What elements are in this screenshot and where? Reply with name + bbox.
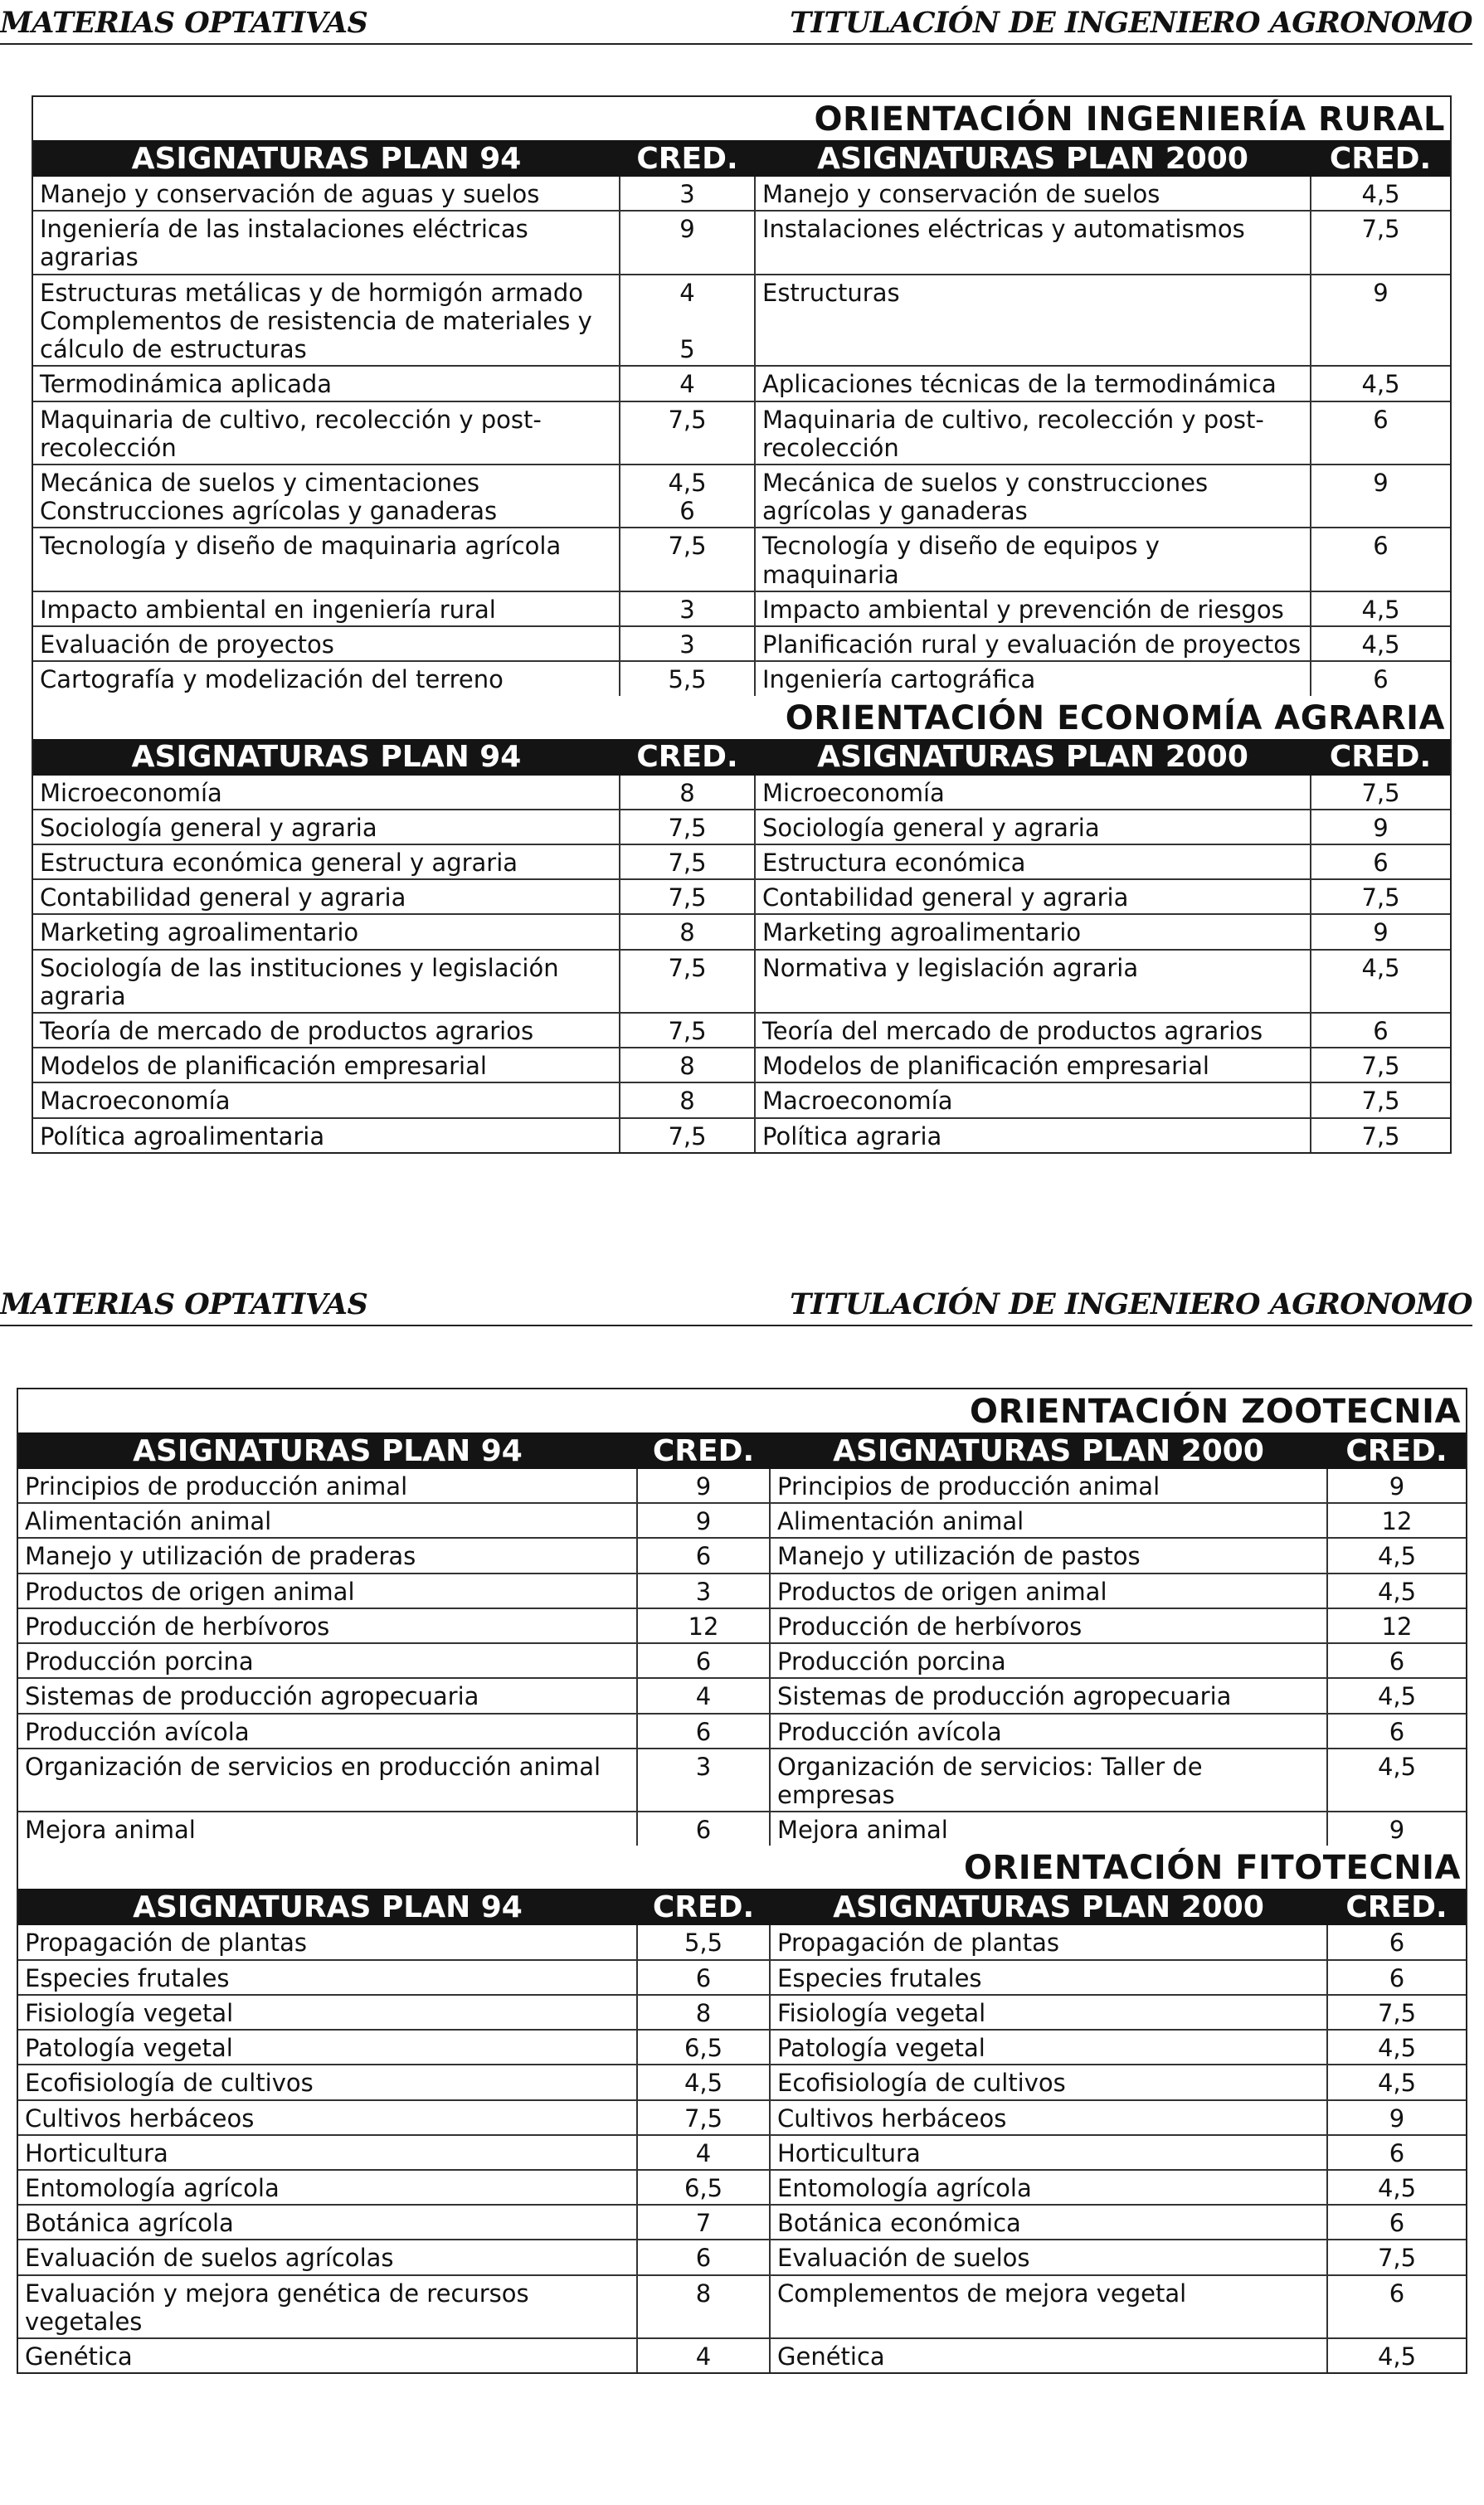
subject-plan94: Cultivos herbáceos [18,2100,637,2135]
col-header-cred-94: CRED. [652,1433,755,1468]
page2-header-left: MATERIAS OPTATIVAS [0,1287,368,1321]
credits-plan2000: 4,5 [1327,1538,1466,1573]
table-row [33,211,1450,274]
table-row [33,879,1450,914]
subject-plan94: Ingeniería de las instalaciones eléctricas agrarias [33,211,620,274]
credits-plan2000: 4,5 [1327,2338,1466,2372]
subject-plan2000: Fisiología vegetal [770,1995,1327,2030]
credits-plan94: 4 [637,1678,770,1713]
col-header-cred-2000: CRED. [1345,1890,1448,1924]
credits-plan2000: 9 [1311,275,1450,367]
subject-plan94: Evaluación de suelos agrícolas [18,2240,637,2274]
credits-plan2000: 6 [1327,1714,1466,1749]
col-header-plan2000: ASIGNATURAS PLAN 2000 [817,740,1248,774]
credits-plan2000: 6 [1311,528,1450,591]
table-row [33,1013,1450,1048]
credits-plan2000: 6 [1311,661,1450,695]
table-row [33,1118,1450,1152]
column-header-row [18,1889,1466,1925]
orientation-title-row [33,97,1450,140]
credits-plan94: 4 [637,2135,770,2170]
table-row [33,528,1450,591]
credits-plan2000: 9 [1311,465,1450,528]
page2-header [0,1282,1472,1326]
subject-plan2000: Manejo y utilización de pastos [770,1538,1327,1573]
credits-plan94: 8 [620,776,755,810]
subject-plan2000: Maquinaria de cultivo, recolección y post-recolección [755,401,1311,465]
credits-plan2000: 6 [1327,1643,1466,1678]
credits-plan94 [620,465,755,528]
subject-plan94: Impacto ambiental en ingeniería rural [33,591,620,626]
table-row [33,465,1450,528]
subject-plan2000: Sistemas de producción agropecuaria [770,1678,1327,1713]
page1-table-block [32,95,1452,1154]
credits-plan94: 6 [637,1643,770,1678]
table-row [18,1812,1466,1846]
table-row [18,1960,1466,1995]
credits-plan94: 6,5 [637,2170,770,2205]
table-row [18,2338,1466,2372]
subject-plan2000: Ingeniería cartográfica [755,661,1311,695]
subject-plan2000: Contabilidad general y agraria [755,879,1311,914]
subject-plan2000: Modelos de planificación empresarial [755,1048,1311,1082]
col-header-cred-94: CRED. [636,141,738,176]
credits-plan94: 7,5 [620,1013,755,1048]
subject-plan2000: Evaluación de suelos [770,2240,1327,2274]
credits-plan94: 7,5 [620,950,755,1013]
orientation-title-row [18,1389,1466,1432]
credits-plan2000: 4,5 [1311,177,1450,211]
subject-plan2000: Especies frutales [770,1960,1327,1995]
credits-plan94: 7,5 [637,2100,770,2135]
credits-plan94: 9 [637,1469,770,1503]
subject-plan2000: Entomología agrícola [770,2170,1327,2205]
credits-plan2000: 4,5 [1327,1749,1466,1812]
subject-plan94: Cartografía y modelización del terreno [33,661,620,695]
table-row [18,1714,1466,1749]
credits-plan94: 7,5 [620,844,755,879]
subject-plan2000: Estructuras [755,275,1311,367]
credits-plan94: 6 [637,1812,770,1846]
subject-plan2000: Manejo y conservación de suelos [755,177,1311,211]
table-row [18,1995,1466,2030]
subject-plan2000: Organización de servicios: Taller de empresas [770,1749,1327,1812]
subject-plan2000: Alimentación animal [770,1503,1327,1538]
credits-plan94: 3 [637,1574,770,1608]
subject-plan94: Marketing agroalimentario [33,914,620,949]
credits-plan94: 3 [637,1749,770,1812]
subject-plan94: Sociología de las instituciones y legislación agraria [33,950,620,1013]
credits-plan2000: 9 [1327,1469,1466,1503]
col-header-cred-94: CRED. [636,740,738,774]
credits-plan94: 7,5 [620,1118,755,1152]
subject-plan94: Microeconomía [33,776,620,810]
credits-plan94: 8 [637,1995,770,2030]
table-row [18,2240,1466,2274]
credits-plan2000: 12 [1327,1608,1466,1643]
subject-plan94: Organización de servicios en producción animal [18,1749,637,1812]
subject-plan94: Política agroalimentaria [33,1118,620,1152]
credits-plan94: 7 [637,2205,770,2240]
credits-plan2000: 7,5 [1311,1082,1450,1117]
credits-plan94: 4,5 [637,2065,770,2099]
orientation-title: ORIENTACIÓN FITOTECNIA [963,1849,1461,1888]
credits-plan94: 3 [620,591,755,626]
col-header-plan94: ASIGNATURAS PLAN 94 [131,141,522,176]
credits-plan2000: 4,5 [1311,626,1450,661]
credits-plan94: 4 [620,366,755,401]
table-row [33,366,1450,401]
table-row [18,2275,1466,2338]
credits-plan2000: 9 [1311,810,1450,844]
credits-plan94: 6 [637,1960,770,1995]
table-row [18,1643,1466,1678]
subject-plan94: Evaluación y mejora genética de recursos vegetales [18,2275,637,2338]
table-row [18,2205,1466,2240]
subject-plan2000: Genética [770,2338,1327,2372]
page1-header-right: TITULACIÓN DE INGENIERO AGRONOMO [790,6,1472,40]
subject-plan2000: Mejora animal [770,1812,1327,1846]
subject-plan94: Maquinaria de cultivo, recolección y post-recolección [33,401,620,465]
subject-plan2000: Mecánica de suelos y construcciones agrícolas y ganaderas [755,465,1311,528]
col-header-plan94: ASIGNATURAS PLAN 94 [131,740,522,774]
subject-plan94: Tecnología y diseño de maquinaria agrícola [33,528,620,591]
credits-plan94: 9 [620,211,755,274]
subject-plan2000: Política agraria [755,1118,1311,1152]
col-header-plan2000: ASIGNATURAS PLAN 2000 [817,141,1248,176]
credits-plan94: 5,5 [620,661,755,695]
credits-plan2000: 6 [1327,2135,1466,2170]
credits-plan94: 7,5 [620,401,755,465]
credits-plan2000: 7,5 [1311,1048,1450,1082]
orientation-title: ORIENTACIÓN ZOOTECNIA [969,1393,1461,1431]
table-row [33,626,1450,661]
table-row [33,776,1450,810]
subject-plan94: Macroeconomía [33,1082,620,1117]
credits-plan94: 7,5 [620,528,755,591]
subject-plan94: Genética [18,2338,637,2372]
credits-plan94: 7,5 [620,879,755,914]
subject-plan2000: Producción avícola [770,1714,1327,1749]
subject-plan2000: Teoría del mercado de productos agrarios [755,1013,1311,1048]
col-header-plan94: ASIGNATURAS PLAN 94 [133,1890,523,1924]
subject-plan2000: Planificación rural y evaluación de proyectos [755,626,1311,661]
orientation-title: ORIENTACIÓN INGENIERÍA RURAL [814,100,1445,139]
credits-plan2000: 12 [1327,1503,1466,1538]
subject-plan94-name-extra: Construcciones agrícolas y ganaderas [40,497,498,526]
column-header-row [33,140,1450,177]
credits-plan2000: 9 [1327,2100,1466,2135]
subject-plan94: Ecofisiología de cultivos [18,2065,637,2099]
subject-plan94: Especies frutales [18,1960,637,1995]
table-row [33,401,1450,465]
subject-plan2000: Complementos de mejora vegetal [770,2275,1327,2338]
subject-plan2000: Instalaciones eléctricas y automatismos [755,211,1311,274]
subject-plan94: Patología vegetal [18,2030,637,2065]
subject-plan2000: Normativa y legislación agraria [755,950,1311,1013]
subject-plan94: Manejo y conservación de aguas y suelos [33,177,620,211]
page1-header-left: MATERIAS OPTATIVAS [0,6,368,40]
credits-plan2000: 4,5 [1311,366,1450,401]
subject-plan2000: Cultivos herbáceos [770,2100,1327,2135]
table-row [18,2170,1466,2205]
subject-plan94: Evaluación de proyectos [33,626,620,661]
table-row [33,914,1450,949]
table-row [18,1608,1466,1643]
credits-plan2000: 4,5 [1311,950,1450,1013]
subject-plan94: Contabilidad general y agraria [33,879,620,914]
credits-plan94: 6,5 [637,2030,770,2065]
credits-plan94: 6 [637,2240,770,2274]
table-row [18,2135,1466,2170]
subject-plan94: Sistemas de producción agropecuaria [18,1678,637,1713]
subject-plan94: Productos de origen animal [18,1574,637,1608]
page2-table-block [17,1388,1467,2374]
col-header-plan2000: ASIGNATURAS PLAN 2000 [833,1433,1264,1468]
credits-plan2000: 6 [1327,1925,1466,1959]
subject-plan94: Producción de herbívoros [18,1608,637,1643]
credits-plan94: 6 [637,1538,770,1573]
credits-plan94: 12 [637,1608,770,1643]
credits-plan2000: 9 [1327,1812,1466,1846]
subject-plan2000: Estructura económica [755,844,1311,879]
table-row [18,1925,1466,1959]
subject-plan2000: Marketing agroalimentario [755,914,1311,949]
table-row [33,844,1450,879]
credits-plan94 [620,275,755,367]
subject-plan2000: Tecnología y diseño de equipos y maquinaria [755,528,1311,591]
table-row [18,1538,1466,1573]
credits-plan94-value: 4 [679,278,695,307]
credits-plan2000: 7,5 [1311,879,1450,914]
table-row [33,1082,1450,1117]
table-row [18,1749,1466,1812]
subject-plan2000: Horticultura [770,2135,1327,2170]
subject-plan2000: Productos de origen animal [770,1574,1327,1608]
subject-plan94: Producción avícola [18,1714,637,1749]
credits-plan94: 8 [620,914,755,949]
table-row [18,1503,1466,1538]
table-row [33,661,1450,695]
credits-plan2000: 7,5 [1311,211,1450,274]
credits-plan2000: 6 [1327,2205,1466,2240]
subject-plan94: Teoría de mercado de productos agrarios [33,1013,620,1048]
subject-plan2000: Botánica económica [770,2205,1327,2240]
subject-plan94: Botánica agrícola [18,2205,637,2240]
col-header-cred-2000: CRED. [1329,141,1432,176]
credits-plan2000: 7,5 [1311,776,1450,810]
credits-plan94-value: 4,5 [668,468,707,497]
subject-plan2000: Propagación de plantas [770,1925,1327,1959]
credits-plan94-value-extra: 5 [679,334,695,363]
subject-plan2000: Patología vegetal [770,2030,1327,2065]
subject-plan2000: Ecofisiología de cultivos [770,2065,1327,2099]
subjects-table [18,1469,1466,1846]
subject-plan94: Alimentación animal [18,1503,637,1538]
subject-plan94: Entomología agrícola [18,2170,637,2205]
credits-plan2000: 6 [1327,2275,1466,2338]
credits-plan2000: 4,5 [1327,1574,1466,1608]
credits-plan2000: 6 [1311,844,1450,879]
subject-plan2000: Aplicaciones técnicas de la termodinámica [755,366,1311,401]
orientation-title-row [18,1846,1466,1889]
column-header-row [33,739,1450,776]
page2-header-right: TITULACIÓN DE INGENIERO AGRONOMO [790,1287,1472,1321]
subject-plan94 [33,275,620,367]
credits-plan2000: 6 [1311,1013,1450,1048]
subject-plan94: Mejora animal [18,1812,637,1846]
subject-plan94: Estructura económica general y agraria [33,844,620,879]
credits-plan94: 3 [620,626,755,661]
credits-plan2000: 6 [1327,1960,1466,1995]
table-row [33,177,1450,211]
subjects-table [33,177,1450,696]
subject-plan94: Producción porcina [18,1643,637,1678]
table-row [18,2100,1466,2135]
subject-plan94-name: Estructuras metálicas y de hormigón armado [40,278,584,307]
credits-plan94: 7,5 [620,810,755,844]
col-header-cred-2000: CRED. [1345,1433,1448,1468]
subject-plan94: Termodinámica aplicada [33,366,620,401]
table-row [18,1469,1466,1503]
table-row [33,275,1450,367]
credits-plan2000: 4,5 [1311,591,1450,626]
table-row [33,1048,1450,1082]
col-header-plan94: ASIGNATURAS PLAN 94 [133,1433,523,1468]
subject-plan94: Propagación de plantas [18,1925,637,1959]
subject-plan2000: Principios de producción animal [770,1469,1327,1503]
table-row [33,591,1450,626]
subject-plan2000: Microeconomía [755,776,1311,810]
subject-plan94: Horticultura [18,2135,637,2170]
credits-plan2000: 4,5 [1327,2030,1466,2065]
table-row [18,2065,1466,2099]
table-row [33,810,1450,844]
orientation-title: ORIENTACIÓN ECONOMÍA AGRARIA [785,698,1445,737]
subject-plan94: Fisiología vegetal [18,1995,637,2030]
credits-plan94: 5,5 [637,1925,770,1959]
table-row [33,950,1450,1013]
credits-plan2000: 4,5 [1327,2065,1466,2099]
credits-plan2000: 7,5 [1327,1995,1466,2030]
credits-plan94: 9 [637,1503,770,1538]
subject-plan94: Sociología general y agraria [33,810,620,844]
column-header-row [18,1432,1466,1469]
subject-plan2000: Sociología general y agraria [755,810,1311,844]
credits-plan2000: 9 [1311,914,1450,949]
page1-header [0,0,1472,45]
table-row [18,1574,1466,1608]
orientation-title-row [33,696,1450,739]
col-header-cred-2000: CRED. [1329,740,1432,774]
subject-plan2000: Macroeconomía [755,1082,1311,1117]
credits-plan94: 6 [637,1714,770,1749]
subjects-table [33,776,1450,1152]
credits-plan94: 8 [620,1082,755,1117]
credits-plan2000: 4,5 [1327,1678,1466,1713]
col-header-cred-94: CRED. [652,1890,755,1924]
subject-plan2000: Impacto ambiental y prevención de riesgos [755,591,1311,626]
subject-plan94: Modelos de planificación empresarial [33,1048,620,1082]
col-header-plan2000: ASIGNATURAS PLAN 2000 [833,1890,1264,1924]
subject-plan94: Manejo y utilización de praderas [18,1538,637,1573]
subject-plan94-name-extra: Complementos de resistencia de materiales y cálculo de estructuras [40,306,592,364]
credits-plan94: 4 [637,2338,770,2372]
subject-plan2000: Producción de herbívoros [770,1608,1327,1643]
subject-plan94: Principios de producción animal [18,1469,637,1503]
table-row [18,2030,1466,2065]
credits-plan2000: 7,5 [1311,1118,1450,1152]
table-row [18,1678,1466,1713]
credits-plan94: 8 [620,1048,755,1082]
credits-plan2000: 7,5 [1327,2240,1466,2274]
credits-plan2000: 6 [1311,401,1450,465]
subject-plan94 [33,465,620,528]
subjects-table [18,1925,1466,2372]
credits-plan2000: 4,5 [1327,2170,1466,2205]
credits-plan94: 3 [620,177,755,211]
credits-plan94: 8 [637,2275,770,2338]
credits-plan94-value-extra: 6 [679,497,695,526]
subject-plan94-name: Mecánica de suelos y cimentaciones [40,468,479,497]
subject-plan2000: Producción porcina [770,1643,1327,1678]
